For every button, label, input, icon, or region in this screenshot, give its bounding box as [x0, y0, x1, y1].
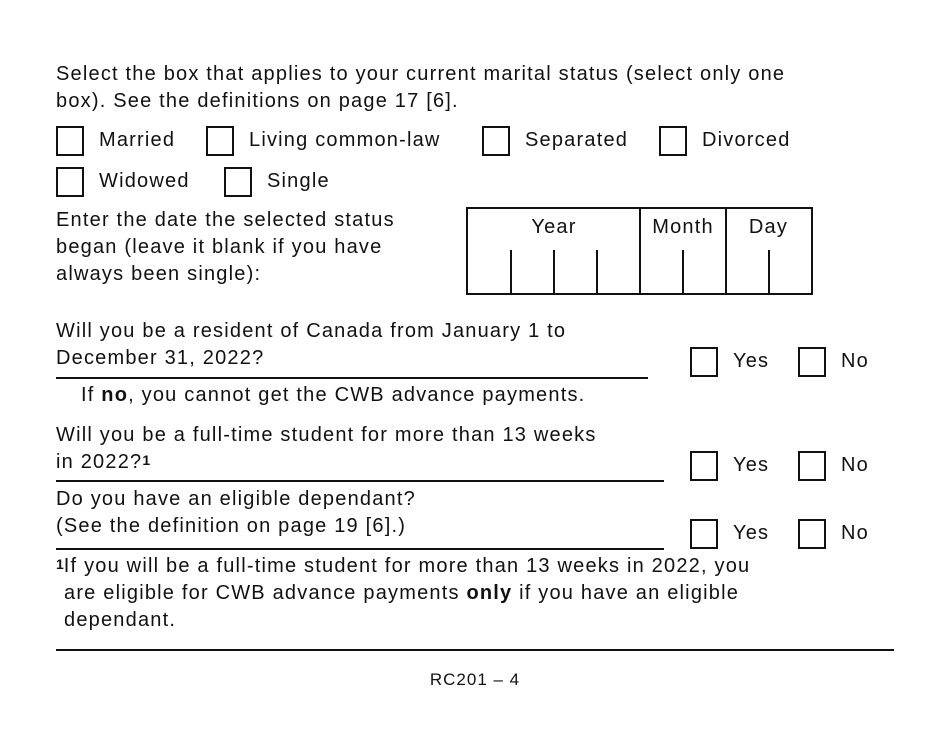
resident-question-underline — [56, 377, 648, 379]
year-digit-2-input[interactable] — [512, 250, 553, 293]
month-digit-2-input[interactable] — [684, 250, 725, 293]
marital-instruction-line1: Select the box that applies to your current marital status (select only one — [56, 63, 786, 85]
student-yes-checkbox[interactable] — [690, 451, 718, 481]
footnote-number: 1 — [56, 556, 64, 572]
day-header: Day — [748, 216, 789, 238]
married-checkbox[interactable] — [56, 126, 84, 156]
married-label: Married — [99, 129, 176, 151]
marital-instruction-line2: box). See the definitions on page 17 [6]. — [56, 90, 459, 112]
year-digit-4-input[interactable] — [598, 250, 639, 293]
widowed-label: Widowed — [99, 170, 190, 192]
footnote-line3: dependant. — [64, 609, 177, 631]
dependant-no-label: No — [841, 522, 869, 544]
dependant-yes-label: Yes — [733, 522, 770, 544]
student-footnote-ref: 1 — [142, 452, 151, 468]
footnote-line1: $^1$If you will be a full-time student for more than 13 weeks in 2022, you — [56, 555, 751, 577]
date-prompt-line3: always been single): — [56, 263, 262, 285]
month-digit-1-input[interactable] — [641, 250, 682, 293]
date-prompt-line1: Enter the date the selected status — [56, 209, 395, 231]
student-question-line2: in 2022?$^1$ — [56, 451, 151, 473]
dependant-yes-checkbox[interactable] — [690, 519, 718, 549]
resident-yes-checkbox[interactable] — [690, 347, 718, 377]
page-number-footer: RC201 – 4 — [429, 670, 521, 689]
separated-checkbox[interactable] — [482, 126, 510, 156]
resident-yes-label: Yes — [733, 350, 770, 372]
resident-question-line2: December 31, 2022? — [56, 347, 265, 369]
resident-note-emphasis: no — [101, 384, 129, 406]
resident-note: If no, you cannot get the CWB advance payments. — [81, 384, 586, 406]
common-law-checkbox[interactable] — [206, 126, 234, 156]
student-no-label: No — [841, 454, 869, 476]
dependant-question-line1: Do you have an eligible dependant? — [56, 488, 416, 510]
day-digit-2-input[interactable] — [770, 250, 811, 293]
day-digit-1-input[interactable] — [727, 250, 768, 293]
month-header: Month — [652, 216, 714, 238]
common-law-label: Living common-law — [249, 129, 441, 151]
year-header: Year — [531, 216, 577, 238]
dependant-no-checkbox[interactable] — [798, 519, 826, 549]
resident-no-checkbox[interactable] — [798, 347, 826, 377]
year-digit-3-input[interactable] — [555, 250, 596, 293]
dependant-question-underline — [56, 548, 664, 550]
footnote-line2: are eligible for CWB advance payments only if you have an eligible — [64, 582, 740, 604]
student-question-underline — [56, 480, 664, 482]
divorced-checkbox[interactable] — [659, 126, 687, 156]
footnote-emphasis: only — [466, 582, 513, 604]
single-checkbox[interactable] — [224, 167, 252, 197]
separated-label: Separated — [525, 129, 629, 151]
page-bottom-rule — [56, 649, 894, 651]
resident-question-line1: Will you be a resident of Canada from January 1 to — [56, 320, 567, 342]
student-no-checkbox[interactable] — [798, 451, 826, 481]
year-digit-1-input[interactable] — [468, 250, 510, 293]
divorced-label: Divorced — [702, 129, 791, 151]
dependant-question-line2: (See the definition on page 19 [6].) — [56, 515, 407, 537]
resident-no-label: No — [841, 350, 869, 372]
status-date-grid — [466, 207, 813, 295]
single-label: Single — [267, 170, 330, 192]
widowed-checkbox[interactable] — [56, 167, 84, 197]
student-yes-label: Yes — [733, 454, 770, 476]
student-question-line1: Will you be a full-time student for more than 13 weeks — [56, 424, 597, 446]
date-prompt-line2: began (leave it blank if you have — [56, 236, 383, 258]
